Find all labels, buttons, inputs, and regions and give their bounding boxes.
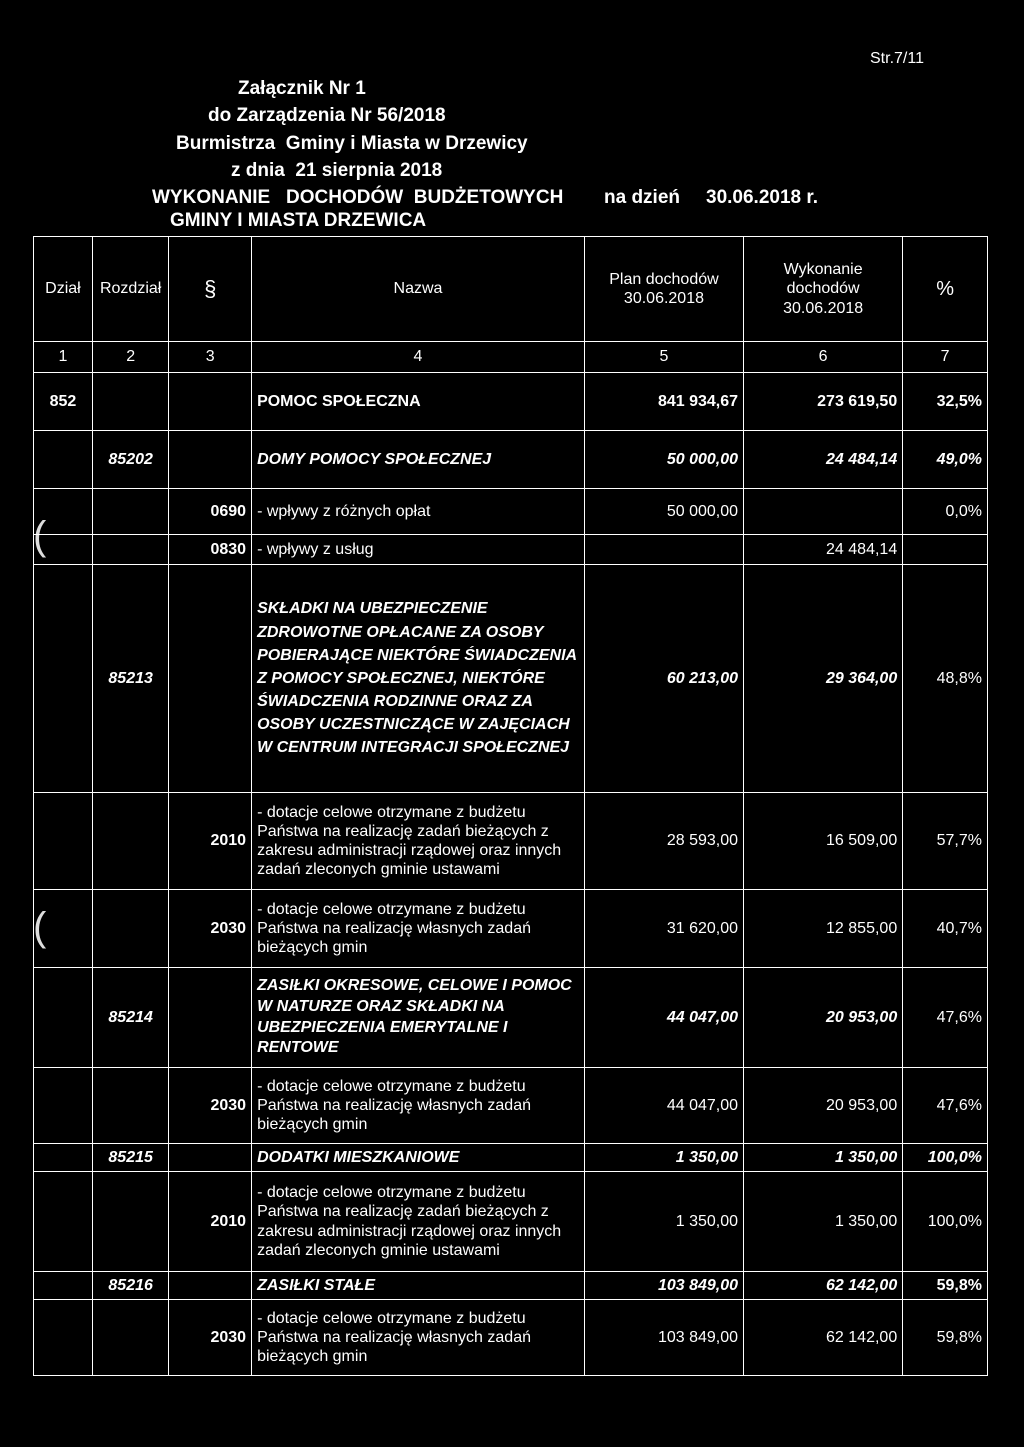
cell-procent: 47,6% [903, 968, 988, 1068]
page-number: Str.7/11 [870, 50, 924, 67]
cell-rozdzial [92, 890, 168, 968]
cell-nazwa: DODATKI MIESZKANIOWE [252, 1144, 585, 1172]
col-header-wykonanie [744, 237, 903, 342]
cell-paragraf [169, 1272, 252, 1300]
cell-dzial [34, 890, 93, 968]
col-header-plan-line1: Plan dochodów [609, 270, 719, 288]
cell-plan: 44 047,00 [584, 968, 743, 1068]
cell-dzial [34, 565, 93, 793]
table-row [34, 1300, 988, 1376]
cell-wykonanie: 1 350,00 [744, 1144, 903, 1172]
cell-wykonanie: 62 142,00 [744, 1272, 903, 1300]
cell-plan: 1 350,00 [584, 1172, 743, 1272]
table-row [34, 565, 988, 793]
col-number: 6 [744, 342, 903, 373]
header-line-5-date: 30.06.2018 r. [706, 187, 818, 208]
col-number: 5 [584, 342, 743, 373]
col-header-plan [584, 237, 743, 342]
cell-procent: 59,8% [903, 1300, 988, 1376]
cell-nazwa: - wpływy z usług [252, 535, 585, 565]
col-header-wyk-line3: 30.06.2018 [783, 299, 864, 317]
cell-rozdzial: 85213 [92, 565, 168, 793]
cell-procent: 57,7% [903, 793, 988, 890]
cell-dzial [34, 489, 93, 535]
cell-nazwa: - wpływy z różnych opłat [252, 489, 585, 535]
table-row [34, 535, 988, 565]
cell-wykonanie: 24 484,14 [744, 431, 903, 489]
table-row [34, 1272, 988, 1300]
cell-nazwa: - dotacje celowe otrzymane z budżetu Państwa na realizację własnych zadań bieżących gmin [252, 1068, 585, 1144]
cell-rozdzial: 85216 [92, 1272, 168, 1300]
cell-paragraf: 0830 [169, 535, 252, 565]
table-row [34, 793, 988, 890]
header-line-5-title: WYKONANIE DOCHODÓW BUDŻETOWYCH [152, 187, 564, 208]
cell-nazwa: SKŁADKI NA UBEZPIECZENIE ZDROWOTNE OPŁACANE ZA OSOBY POBIERAJĄCE NIEKTÓRE ŚWIADCZENIA Z POMOCY SPOŁECZNEJ, NIEKTÓRE ŚWIADCZENIA RODZINNE ORAZ ZA OSOBY UCZESTNICZĄCE W ZAJĘCIACH W CENTRUM INTEGRACJI SPOŁECZNEJ [252, 565, 585, 793]
cell-wykonanie: 29 364,00 [744, 565, 903, 793]
cell-rozdzial [92, 1300, 168, 1376]
cell-dzial [34, 431, 93, 489]
cell-paragraf: 2010 [169, 1172, 252, 1272]
cell-paragraf: 0690 [169, 489, 252, 535]
cell-wykonanie: 273 619,50 [744, 373, 903, 431]
cell-rozdzial [92, 1068, 168, 1144]
cell-wykonanie: 20 953,00 [744, 1068, 903, 1144]
cell-dzial [34, 793, 93, 890]
cell-paragraf: 2030 [169, 890, 252, 968]
col-header-paragraf: § [169, 237, 252, 342]
cell-wykonanie [744, 489, 903, 535]
cell-procent: 48,8% [903, 565, 988, 793]
cell-nazwa: DOMY POMOCY SPOŁECZNEJ [252, 431, 585, 489]
cell-wykonanie: 20 953,00 [744, 968, 903, 1068]
cell-procent [903, 535, 988, 565]
cell-paragraf [169, 373, 252, 431]
header-line-5-label: na dzień [604, 187, 681, 208]
cell-plan: 50 000,00 [584, 489, 743, 535]
header-line-4: z dnia 21 sierpnia 2018 [231, 160, 443, 181]
table-row [34, 1068, 988, 1144]
col-header-dzial: Dział [34, 237, 93, 342]
cell-dzial: 852 [34, 373, 93, 431]
table-row [34, 489, 988, 535]
col-number: 1 [34, 342, 93, 373]
cell-rozdzial [92, 489, 168, 535]
cell-plan: 50 000,00 [584, 431, 743, 489]
col-header-procent: % [903, 237, 988, 342]
col-number: 3 [169, 342, 252, 373]
cell-rozdzial [92, 793, 168, 890]
cell-plan: 60 213,00 [584, 565, 743, 793]
cell-paragraf: 2010 [169, 793, 252, 890]
table-row [34, 890, 988, 968]
cell-procent: 59,8% [903, 1272, 988, 1300]
table-row [34, 1172, 988, 1272]
cell-plan [584, 535, 743, 565]
header-line-1: Załącznik Nr 1 [238, 78, 366, 99]
cell-nazwa: POMOC SPOŁECZNA [252, 373, 585, 431]
cell-plan: 44 047,00 [584, 1068, 743, 1144]
cell-procent: 47,6% [903, 1068, 988, 1144]
cell-nazwa: - dotacje celowe otrzymane z budżetu Państwa na realizację zadań bieżących z zakresu administracji rządowej oraz innych zadań zleconych gminie ustawami [252, 793, 585, 890]
col-header-rozdzial: Rozdział [92, 237, 168, 342]
col-header-wyk-line2: dochodów [786, 280, 860, 298]
cell-procent: 100,0% [903, 1172, 988, 1272]
cell-rozdzial: 85202 [92, 431, 168, 489]
cell-paragraf: 2030 [169, 1300, 252, 1376]
bracket-mark: ( [33, 514, 47, 558]
col-header-plan-line2: 30.06.2018 [623, 290, 704, 307]
col-header-wyk-line1: Wykonanie [783, 261, 863, 279]
cell-plan: 103 849,00 [584, 1272, 743, 1300]
cell-plan: 103 849,00 [584, 1300, 743, 1376]
table-row [34, 431, 988, 489]
cell-dzial [34, 1068, 93, 1144]
cell-procent: 40,7% [903, 890, 988, 968]
cell-dzial [34, 1272, 93, 1300]
cell-paragraf [169, 431, 252, 489]
cell-procent: 32,5% [903, 373, 988, 431]
header-line-2: do Zarządzenia Nr 56/2018 [208, 105, 446, 126]
budget-table [33, 236, 988, 1376]
cell-plan: 31 620,00 [584, 890, 743, 968]
bracket-mark: ( [33, 905, 47, 949]
cell-nazwa: - dotacje celowe otrzymane z budżetu Państwa na realizację zadań bieżących z zakresu administracji rządowej oraz innych zadań zleconych gminie ustawami [252, 1172, 585, 1272]
cell-paragraf [169, 968, 252, 1068]
cell-plan: 841 934,67 [584, 373, 743, 431]
cell-dzial [34, 1144, 93, 1172]
cell-procent: 100,0% [903, 1144, 988, 1172]
cell-wykonanie: 24 484,14 [744, 535, 903, 565]
cell-dzial [34, 1172, 93, 1272]
cell-wykonanie: 16 509,00 [744, 793, 903, 890]
cell-wykonanie: 1 350,00 [744, 1172, 903, 1272]
cell-nazwa: - dotacje celowe otrzymane z budżetu Państwa na realizację własnych zadań bieżących gmin [252, 1300, 585, 1376]
cell-rozdzial: 85215 [92, 1144, 168, 1172]
table-row [34, 373, 988, 431]
cell-plan: 28 593,00 [584, 793, 743, 890]
cell-dzial [34, 968, 93, 1068]
table-header-row [34, 237, 988, 342]
table-row [34, 1144, 988, 1172]
cell-procent: 0,0% [903, 489, 988, 535]
cell-procent: 49,0% [903, 431, 988, 489]
cell-plan: 1 350,00 [584, 1144, 743, 1172]
cell-dzial [34, 1300, 93, 1376]
cell-nazwa: ZASIŁKI OKRESOWE, CELOWE I POMOC W NATURZE ORAZ SKŁADKI NA UBEZPIECZENIA EMERYTALNE I RENTOWE [252, 968, 585, 1068]
column-number-row [34, 342, 988, 373]
col-number: 2 [92, 342, 168, 373]
cell-wykonanie: 12 855,00 [744, 890, 903, 968]
cell-rozdzial [92, 1172, 168, 1272]
col-number: 7 [903, 342, 988, 373]
header-line-3: Burmistrza Gminy i Miasta w Drzewicy [176, 133, 528, 154]
table-row [34, 968, 988, 1068]
cell-rozdzial [92, 535, 168, 565]
cell-nazwa: - dotacje celowe otrzymane z budżetu Państwa na realizację własnych zadań bieżących gmin [252, 890, 585, 968]
cell-wykonanie: 62 142,00 [744, 1300, 903, 1376]
header-line-6: GMINY I MIASTA DRZEWICA [170, 210, 427, 231]
cell-dzial [34, 535, 93, 565]
cell-paragraf: 2030 [169, 1068, 252, 1144]
cell-rozdzial [92, 373, 168, 431]
cell-paragraf [169, 1144, 252, 1172]
cell-rozdzial: 85214 [92, 968, 168, 1068]
col-header-nazwa: Nazwa [252, 237, 585, 342]
col-number: 4 [252, 342, 585, 373]
cell-nazwa: ZASIŁKI STAŁE [252, 1272, 585, 1300]
cell-paragraf [169, 565, 252, 793]
